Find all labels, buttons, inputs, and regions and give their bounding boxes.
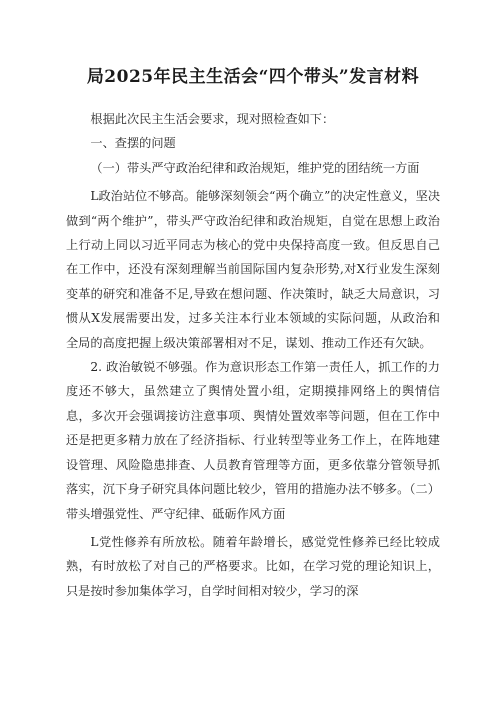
subsection-heading-political-discipline: （一）带头严守政治纪律和政治规矩，维护党的团结统一方面: [90, 160, 420, 175]
paragraph-party-cultivation: L党性修养有所放松。随着年龄增长，感觉党性修养已经比较成熟，有时放松了对自己的严格要求。比如，在学习党的理论知识上，只是按时参加集体学习，自学时间相对较少，学习的深: [66, 534, 440, 598]
paragraph-political-stance: L政治站位不够高。能够深刻领会“两个确立”的决定性意义，坚决做到“两个维护”，带头严守政治纪律和政治规矩，自觉在思想上政治上行动上同以习近平同志为核心的党中央保持高度一致。但反思自己在工作中，还没有深刻理解当前国际国内复杂形势,对X行业发生深刻变革的研究和准备不足,导致在想问题、作决策时，缺乏大局意识，习惯从X发展需要出发，过多关注本行业本领域的实际问题，从政治和全局的高度把握上级决策部署相对不足，谋划、推动工作还有欠缺。: [66, 189, 441, 350]
document-title: 局2025年民主生活会“四个带头”发言材料: [86, 67, 420, 87]
paragraph-political-sensitivity: 2. 政治敏锐不够强。作为意识形态工作第一责任人，抓工作的力度还不够大，虽然建立了舆情处置小组，定期摸排网络上的舆情信息，多次开会强调接访注意事项、舆情处置效率等问题，但在工作中还是把更多精力放在了经济指标、行业转型等业务工作上，在阵地建设管理、风险隐患排查、人员教育管理等方面，更多依靠分管领导抓落实，沉下身子研究具体问题比较少，管用的措施办法不够多。（二）带头增强党性、严守纪律、砥砺作风方面: [66, 360, 440, 521]
intro-paragraph: 根据此次民主生活会要求，现对照检查如下：: [90, 112, 335, 126]
section-heading-problems: 一、查摆的问题: [90, 136, 176, 151]
